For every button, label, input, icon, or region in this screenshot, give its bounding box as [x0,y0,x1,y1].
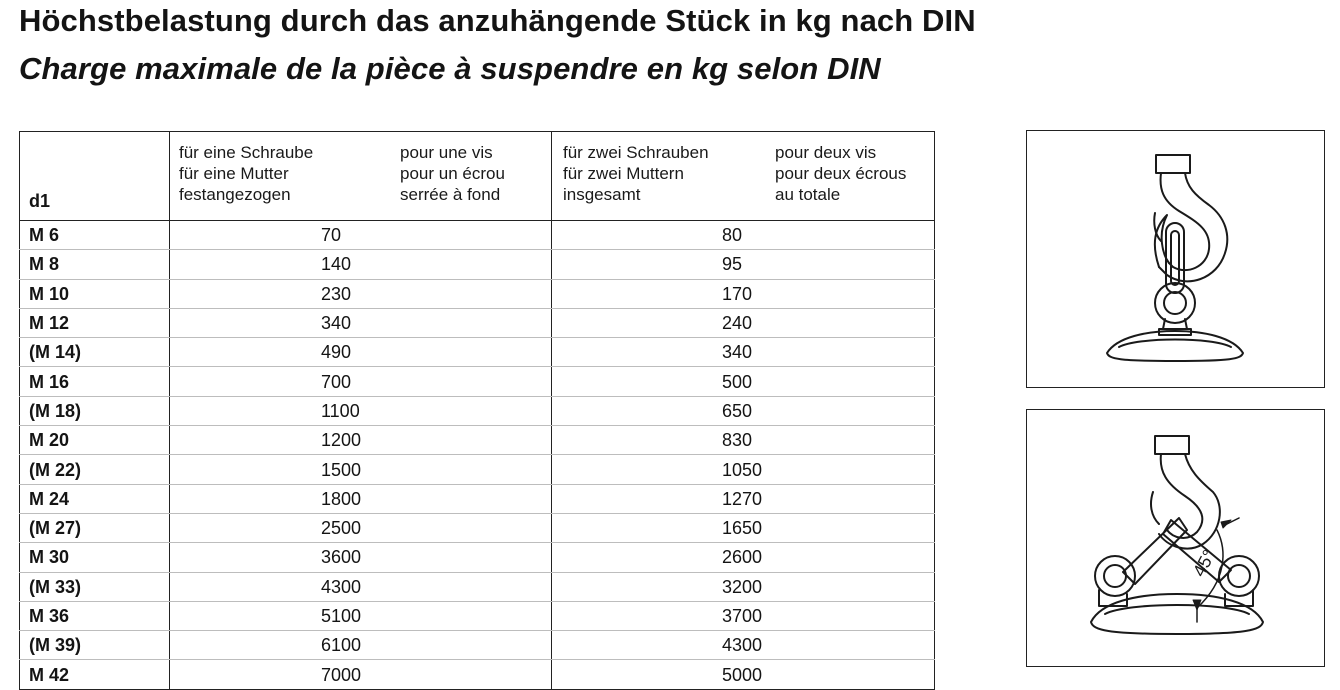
cell-one-screw: 1200 [170,426,552,455]
cell-two-screws: 1270 [552,484,935,513]
header-one-screw [170,132,552,221]
table-row [20,601,935,630]
cell-one-screw: 5100 [170,601,552,630]
header-two-screws-de: für zwei Schrauben für zwei Muttern insgesamt [563,143,709,204]
cell-d1: M 24 [20,484,170,513]
cell-d1: M 16 [20,367,170,396]
cell-one-screw: 1500 [170,455,552,484]
cell-two-screws: 2600 [552,543,935,572]
table-row [20,279,935,308]
table-row [20,455,935,484]
table-header-row [20,132,935,221]
cell-one-screw: 7000 [170,660,552,689]
table-row [20,396,935,425]
cell-d1: (M 27) [20,513,170,542]
cell-d1: M 12 [20,308,170,337]
table-row [20,367,935,396]
cell-d1: M 8 [20,250,170,279]
cell-d1: M 20 [20,426,170,455]
table-row [20,250,935,279]
table-row [20,513,935,542]
cell-two-screws: 4300 [552,631,935,660]
single-eyebolt-illustration [1027,131,1324,387]
cell-two-screws: 1650 [552,513,935,542]
cell-one-screw: 1800 [170,484,552,513]
cell-one-screw: 340 [170,308,552,337]
eye-ring-icon [1155,283,1195,323]
cell-one-screw: 6100 [170,631,552,660]
header-d1: d1 [20,132,170,221]
cell-d1: (M 39) [20,631,170,660]
table-row [20,484,935,513]
cell-one-screw: 2500 [170,513,552,542]
cell-d1: M 10 [20,279,170,308]
cell-two-screws: 5000 [552,660,935,689]
hook-shank-icon [1156,155,1190,173]
table-row [20,631,935,660]
cell-one-screw: 490 [170,338,552,367]
cell-two-screws: 80 [552,221,935,250]
title-german: Höchstbelastung durch das anzuhängende Stück in kg nach DIN [19,3,976,38]
figure-two-eyebolts [1026,409,1325,667]
table-row [20,543,935,572]
cell-one-screw: 230 [170,279,552,308]
eye-ring-left-icon [1095,556,1135,596]
cell-d1: (M 33) [20,572,170,601]
cell-two-screws: 500 [552,367,935,396]
cell-one-screw: 700 [170,367,552,396]
cell-two-screws: 1050 [552,455,935,484]
hook-shank-icon [1155,436,1189,454]
table-row [20,308,935,337]
angle-label: 45° [1188,546,1220,580]
header-two-screws-fr: pour deux vis pour deux écrous au totale [775,143,907,204]
cell-two-screws: 830 [552,426,935,455]
table-row [20,221,935,250]
cell-two-screws: 3700 [552,601,935,630]
cell-two-screws: 95 [552,250,935,279]
header-two-screws [552,132,935,221]
cell-one-screw: 70 [170,221,552,250]
cell-one-screw: 1100 [170,396,552,425]
table-row [20,426,935,455]
cell-d1: (M 14) [20,338,170,367]
cell-two-screws: 170 [552,279,935,308]
cell-one-screw: 140 [170,250,552,279]
cell-d1: M 30 [20,543,170,572]
title-french: Charge maximale de la pièce à suspendre en kg selon DIN [19,51,881,86]
cell-d1: (M 18) [20,396,170,425]
cell-two-screws: 3200 [552,572,935,601]
cell-d1: M 36 [20,601,170,630]
sling-left-icon [1123,518,1187,584]
cell-two-screws: 650 [552,396,935,425]
load-table [19,131,935,690]
table-row [20,660,935,689]
load-piece-icon [1091,594,1263,634]
figure-single-eyebolt [1026,130,1325,388]
cell-one-screw: 4300 [170,572,552,601]
cell-one-screw: 3600 [170,543,552,572]
header-one-screw-fr: pour une vis pour un écrou serrée à fond [400,143,505,204]
header-one-screw-de: für eine Schraube für eine Mutter festangezogen [179,143,314,204]
two-eyebolts-illustration [1027,410,1324,666]
table-row [20,338,935,367]
cell-d1: M 6 [20,221,170,250]
cell-d1: M 42 [29,664,70,685]
cell-two-screws: 240 [552,308,935,337]
cell-two-screws: 340 [552,338,935,367]
cell-d1: (M 22) [20,455,170,484]
table-row [20,572,935,601]
